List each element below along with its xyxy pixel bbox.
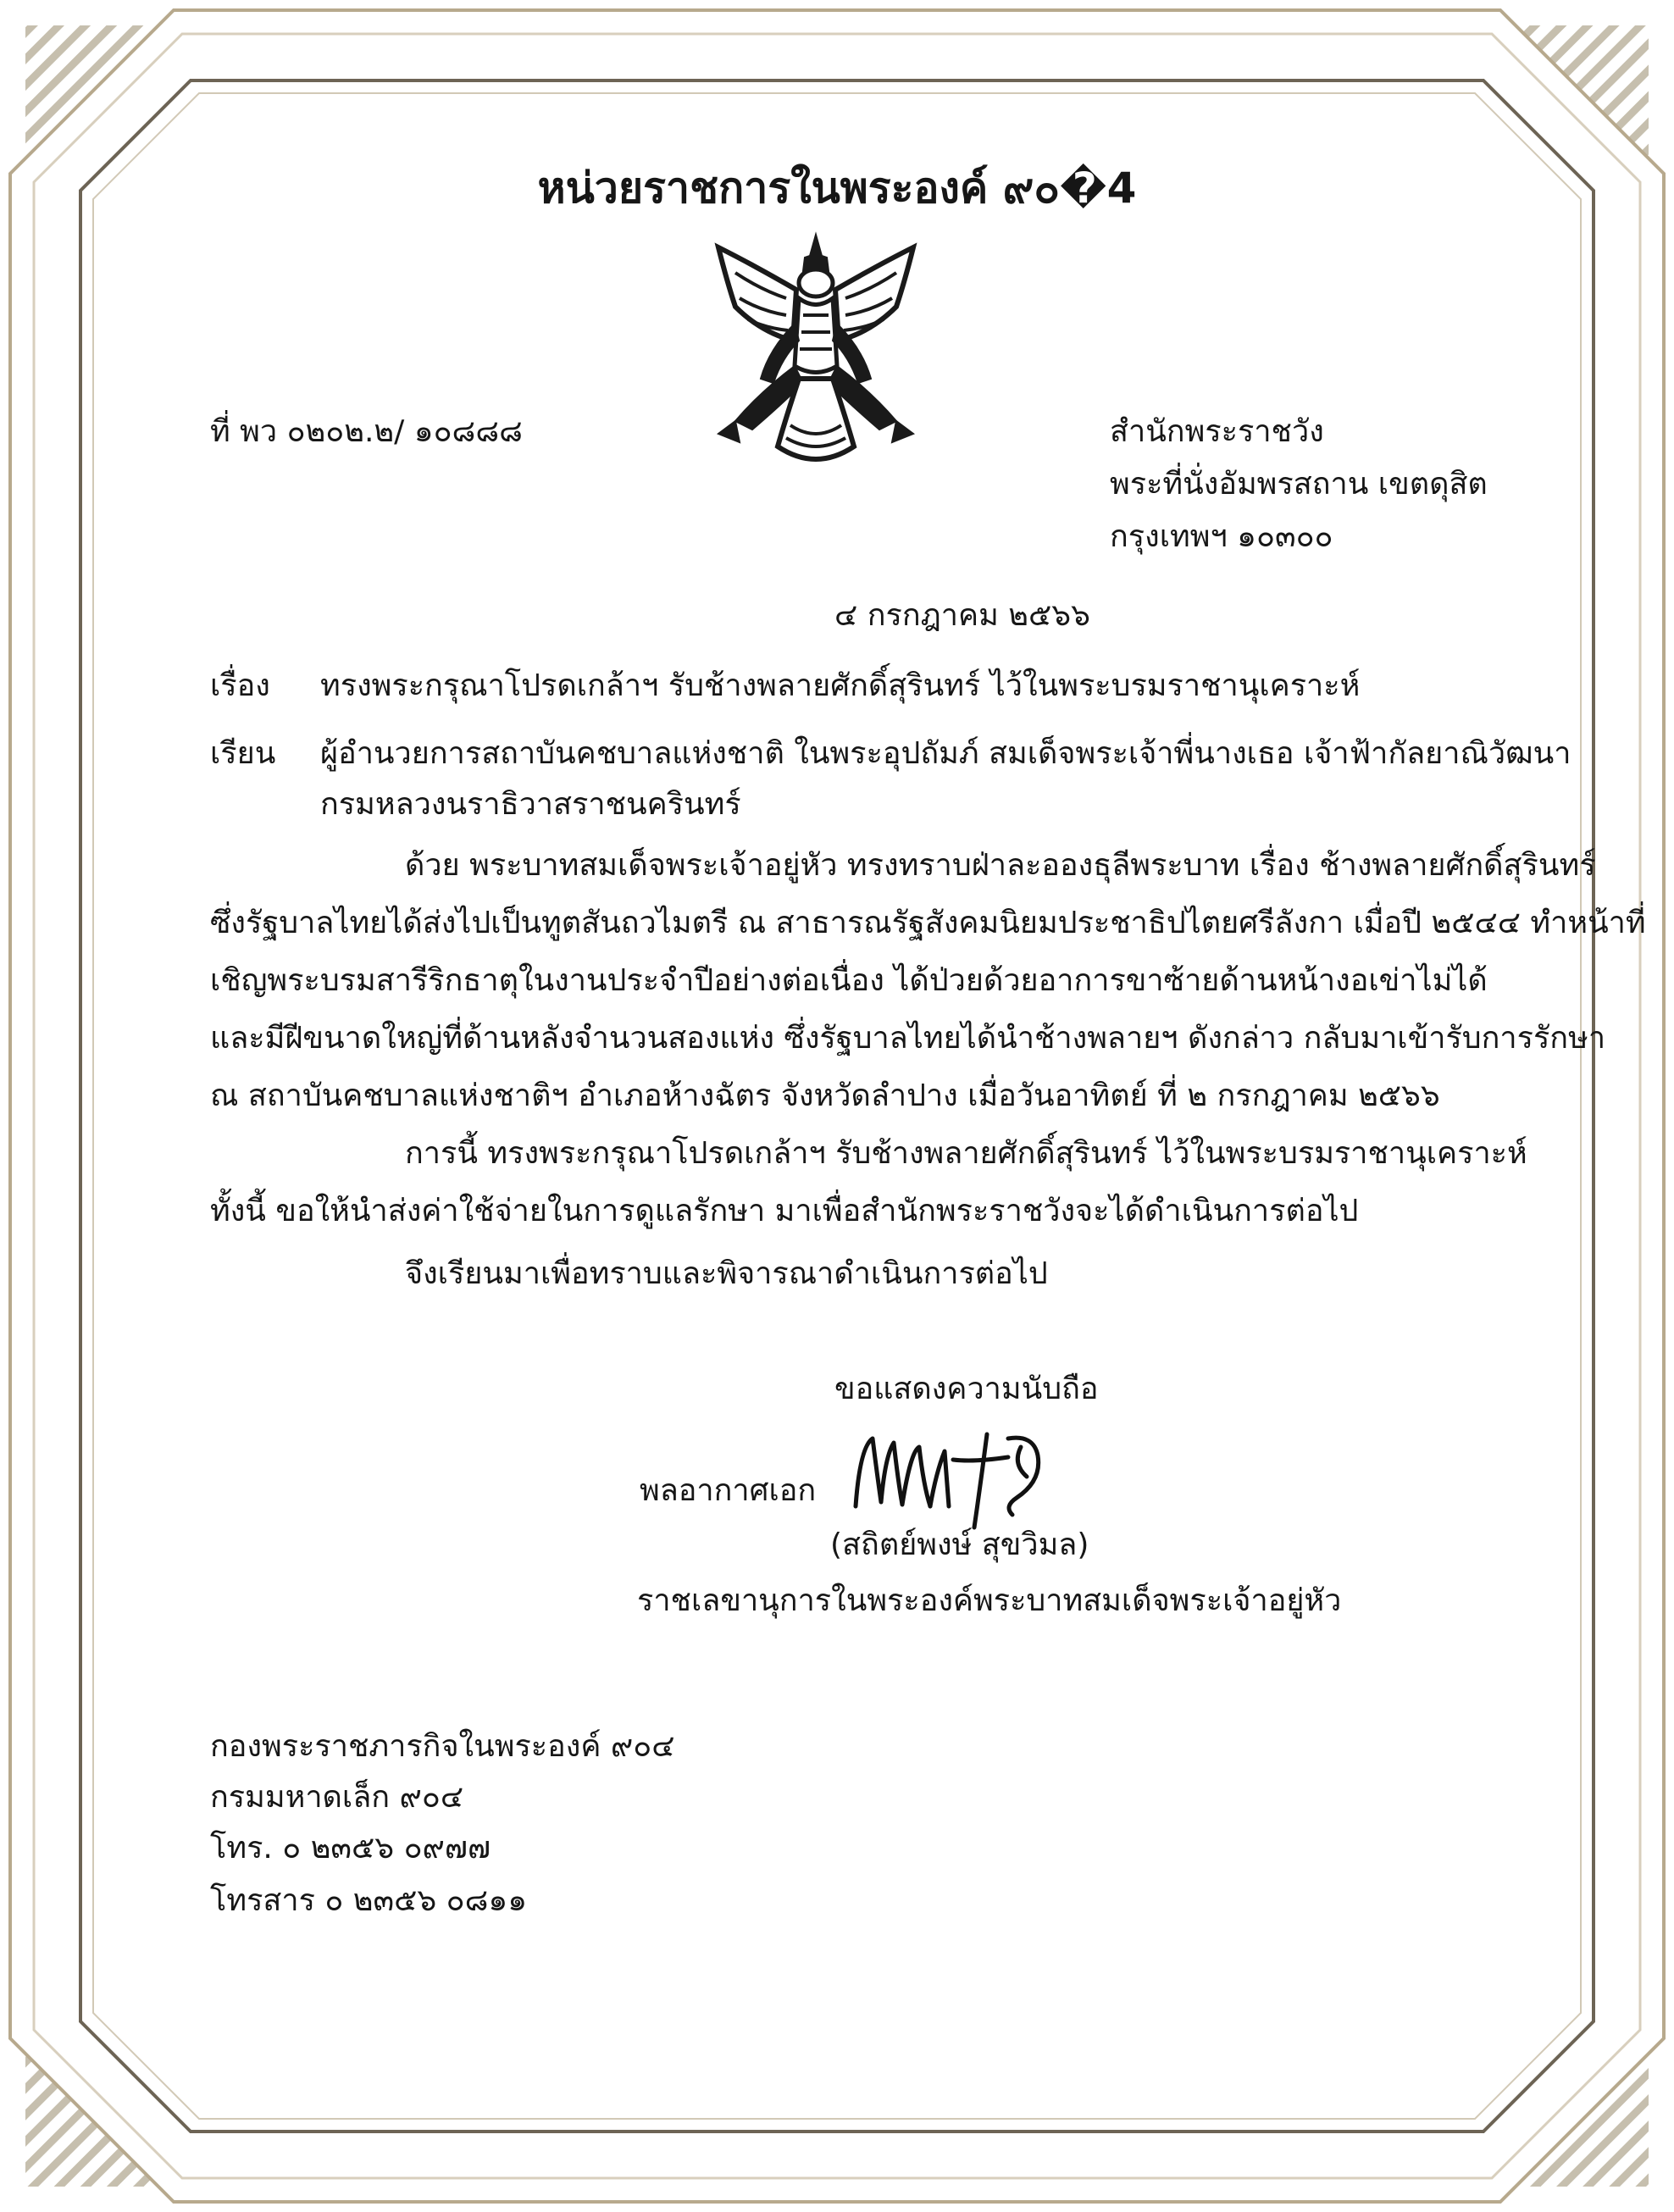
sender-office-line-1: สำนักพระราชวัง	[1110, 414, 1324, 449]
garuda-emblem-icon	[701, 230, 930, 476]
body-para1-line-3: เชิญพระบรมสารีริกธาตุในงานประจำปีอย่างต่อเนื่อง ได้ป่วยด้วยอาการขาซ้ายด้านหน้างอเข่าไม่ได้	[210, 963, 1488, 998]
signer-rank: พลอากาศเอก	[640, 1473, 817, 1508]
signer-name: (สถิตย์พงษ์ สุขวิมล)	[830, 1527, 1089, 1562]
letterhead-title: หน่วยราชการในพระองค์ ๙๐�4	[537, 164, 1137, 213]
signer-title: ราชเลขานุการในพระองค์พระบาทสมเด็จพระเจ้าอยู่หัว	[637, 1583, 1342, 1618]
footer-department: กองพระราชภารกิจในพระองค์ ๙๐๔	[210, 1729, 675, 1764]
subject-text: ทรงพระกรุณาโปรดเกล้าฯ รับช้างพลายศักดิ์สุรินทร์ ไว้ในพระบรมราชานุเคราะห์	[320, 668, 1361, 703]
recipient-line-2: กรมหลวงนราธิวาสราชนครินทร์	[320, 787, 741, 822]
recipient-line-1: ผู้อำนวยการสถาบันคชบาลแห่งชาติ ในพระอุปถัมภ์ สมเด็จพระเจ้าพี่นางเธอ เจ้าฟ้ากัลยาณิวัฒนา	[320, 736, 1571, 771]
sender-office-line-2: พระที่นั่งอัมพรสถาน เขตดุสิต	[1110, 467, 1488, 502]
handwritten-signature	[839, 1413, 1067, 1532]
footer-phone: โทร. ๐ ๒๓๕๖ ๐๙๗๗	[210, 1831, 491, 1866]
letter-date: ๔ กรกฎาคม ๒๕๖๖	[834, 598, 1090, 633]
sender-office-line-3: กรุงเทพฯ ๑๐๓๐๐	[1110, 519, 1333, 554]
complimentary-close: ขอแสดงความนับถือ	[834, 1372, 1099, 1406]
body-para2-line-1: การนี้ ทรงพระกรุณาโปรดเกล้าฯ รับช้างพลายศักดิ์สุรินทร์ ไว้ในพระบรมราชานุเคราะห์	[405, 1136, 1527, 1171]
recipient-label: เรียน	[210, 736, 276, 771]
footer-fax: โทรสาร ๐ ๒๓๕๖ ๐๘๑๑	[210, 1883, 528, 1918]
body-para1-line-2: ซึ่งรัฐบาลไทยได้ส่งไปเป็นทูตสันถวไมตรี ณ สาธารณรัฐสังคมนิยมประชาธิปไตยศรีลังกา เมื่อปี ๒๕๔๔ ทำหน้าที่	[210, 906, 1646, 940]
body-para1-line-4: และมีฝีขนาดใหญ่ที่ด้านหลังจำนวนสองแห่ง ซึ่งรัฐบาลไทยได้นำช้างพลายฯ ดังกล่าว กลับมาเข้ารับการรักษา	[210, 1021, 1606, 1056]
footer-division: กรมมหาดเล็ก ๙๐๔	[210, 1780, 464, 1815]
body-para2-line-2: ทั้งนี้ ขอให้นำส่งค่าใช้จ่ายในการดูแลรักษา มาเพื่อสำนักพระราชวังจะได้ดำเนินการต่อไป	[210, 1194, 1359, 1228]
subject-label: เรื่อง	[210, 668, 270, 703]
reference-number: ที่ พว ๐๒๐๒.๒/ ๑๐๘๘๘	[210, 414, 523, 449]
body-para1-line-5: ณ สถาบันคชบาลแห่งชาติฯ อำเภอห้างฉัตร จังหวัดลำปาง เมื่อวันอาทิตย์ ที่ ๒ กรกฎาคม ๒๕๖๖	[210, 1078, 1440, 1113]
closing-request: จึงเรียนมาเพื่อทราบและพิจารณาดำเนินการต่อไป	[405, 1256, 1048, 1291]
body-para1-line-1: ด้วย พระบาทสมเด็จพระเจ้าอยู่หัว ทรงทราบฝ่าละอองธุลีพระบาท เรื่อง ช้างพลายศักดิ์สุรินทร์	[405, 848, 1596, 883]
